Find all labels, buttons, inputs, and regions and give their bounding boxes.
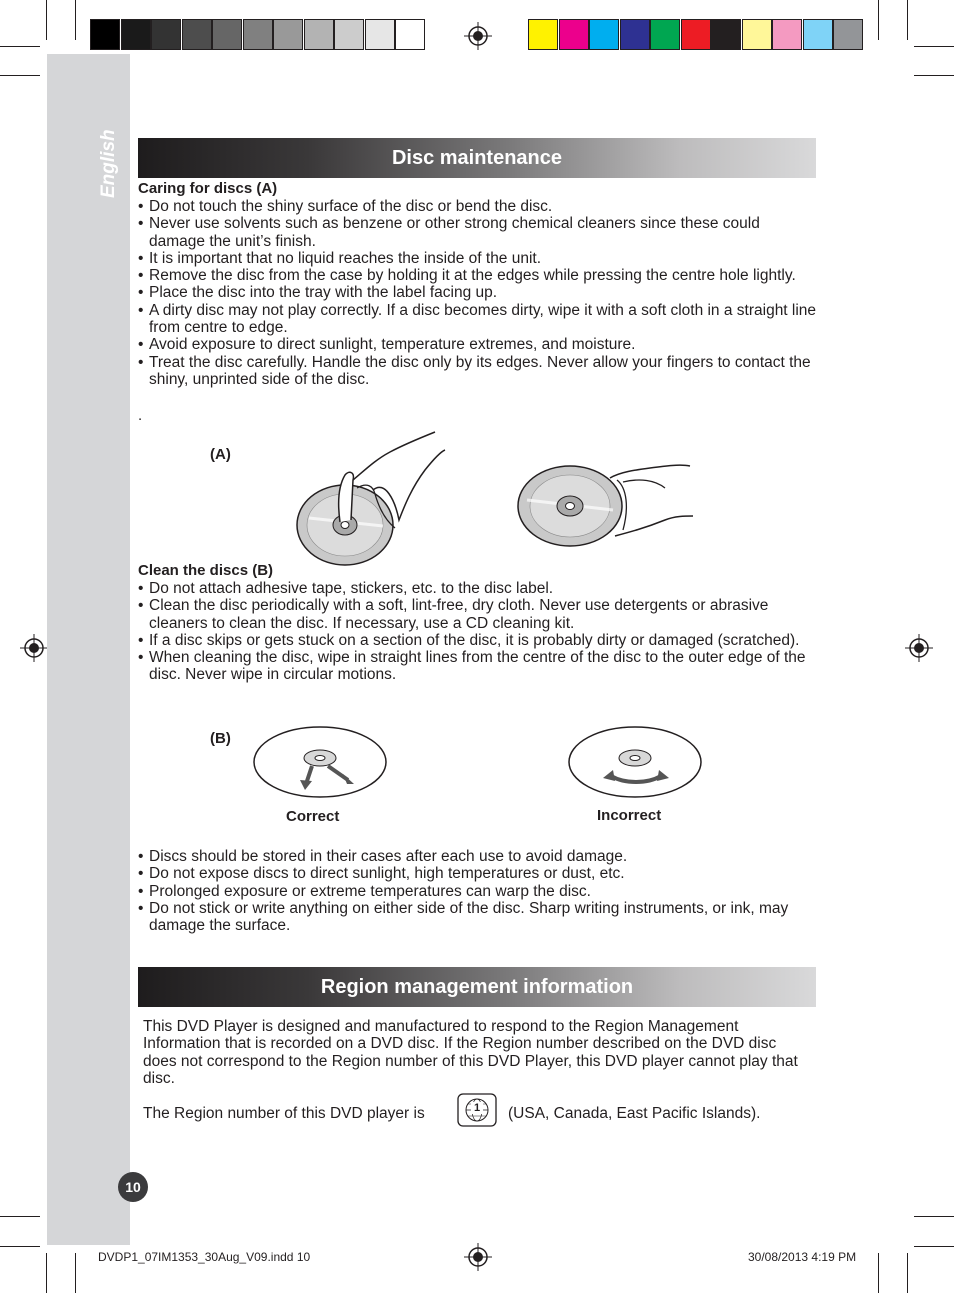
incorrect-label: Incorrect [597, 807, 662, 824]
language-label: English [98, 129, 119, 198]
language-tab [88, 130, 128, 200]
list-item: • A dirty disc may not play correctly. If a disc becomes dirty, wipe it with a soft cloth in a straight line from centre to edge. [138, 302, 818, 337]
color-swatch [803, 19, 833, 50]
list-item: • Do not attach adhesive tape, stickers, etc. to the disc label. [138, 580, 818, 597]
list-item: • Avoid exposure to direct sunlight, temperature extremes, and moisture. [138, 336, 818, 353]
region-title: Region management information [138, 967, 816, 1007]
list-item: • Discs should be stored in their cases after each use to avoid damage. [138, 848, 818, 865]
registration-mark-icon [20, 634, 48, 662]
color-swatch [559, 19, 589, 50]
page-number: 10 [118, 1172, 148, 1202]
color-swatch [681, 19, 711, 50]
disc-maintenance-title: Disc maintenance [138, 138, 816, 178]
footer-timestamp: 30/08/2013 4:19 PM [748, 1250, 857, 1264]
list-item: • Place the disc into the tray with the label facing up. [138, 284, 818, 301]
color-swatch [620, 19, 650, 50]
registration-mark-icon [905, 634, 933, 662]
color-swatch [711, 19, 741, 50]
gray-swatch [121, 19, 151, 50]
caring-heading: Caring for discs (A) [138, 180, 278, 197]
list-item: • Clean the disc periodically with a soft, lint-free, dry cloth. Never use detergents or abrasive cleaners to clean the disc. If necessary, use a CD cleaning kit. [138, 597, 818, 632]
gray-swatch [365, 19, 395, 50]
color-swatch [833, 19, 863, 50]
storage-list [138, 848, 818, 934]
list-item: • Do not stick or write anything on either side of the disc. Sharp writing instruments, or ink, may damage the surface. [138, 900, 818, 935]
gray-swatch [212, 19, 242, 50]
region-number-suffix: (USA, Canada, East Pacific Islands). [508, 1105, 761, 1122]
incorrect-wiping-illustration [565, 724, 705, 804]
caring-list [138, 198, 818, 388]
disc-held-by-edges-illustration [515, 458, 695, 548]
color-swatch [772, 19, 802, 50]
region-paragraph: This DVD Player is designed and manufactured to respond to the Region Management Information that is recorded on a DVD disc. If the Region number described on the DVD disc does not correspond to the Region number of this DVD Player, this DVD player cannot play that disc. [143, 1018, 798, 1087]
region-code: 1 [471, 1102, 483, 1114]
disc-held-by-center-illustration [295, 430, 455, 570]
language-sidebar [47, 54, 130, 1245]
gray-swatch [304, 19, 334, 50]
gray-swatch [334, 19, 364, 50]
gray-swatch [90, 19, 120, 50]
registration-mark-icon [464, 22, 492, 50]
gray-swatch [151, 19, 181, 50]
list-item: • It is important that no liquid reaches the inside of the unit. [138, 250, 818, 267]
figure-b-label: (B) [210, 730, 231, 747]
list-item: • Do not touch the shiny surface of the disc or bend the disc. [138, 198, 818, 215]
gray-swatch [182, 19, 212, 50]
region-number-prefix: The Region number of this DVD player is [143, 1105, 425, 1122]
list-item: • Never use solvents such as benzene or other strong chemical cleaners since these could damage the unit’s finish. [138, 215, 818, 250]
list-item: • Do not expose discs to direct sunlight, high temperatures or dust, etc. [138, 865, 818, 882]
figure-a-label: (A) [210, 446, 231, 463]
trailing-dot: . [138, 407, 143, 424]
list-item: • When cleaning the disc, wipe in straight lines from the centre of the disc to the outer edge of the disc. Never wipe in circular motions. [138, 649, 818, 684]
gray-swatch [395, 19, 425, 50]
region-1-icon [457, 1093, 497, 1127]
list-item: • If a disc skips or gets stuck on a section of the disc, it is probably dirty or damaged (scratched). [138, 632, 818, 649]
footer-file-name: DVDP1_07IM1353_30Aug_V09.indd 10 [98, 1250, 311, 1264]
cleaning-heading: Clean the discs (B) [138, 562, 274, 579]
list-item: • Prolonged exposure or extreme temperatures can warp the disc. [138, 883, 818, 900]
cleaning-list [138, 580, 818, 684]
color-swatch [742, 19, 772, 50]
color-swatch [528, 19, 558, 50]
list-item: • Treat the disc carefully. Handle the disc only by its edges. Never allow your fingers to contact the shiny, unprinted side of the disc. [138, 354, 818, 389]
correct-wiping-illustration [250, 724, 390, 804]
gray-swatch [243, 19, 273, 50]
color-swatch [589, 19, 619, 50]
list-item: • Remove the disc from the case by holding it at the edges while pressing the centre hole lightly. [138, 267, 818, 284]
registration-mark-icon [464, 1243, 492, 1271]
gray-swatch [273, 19, 303, 50]
correct-label: Correct [286, 808, 340, 825]
color-swatch [650, 19, 680, 50]
